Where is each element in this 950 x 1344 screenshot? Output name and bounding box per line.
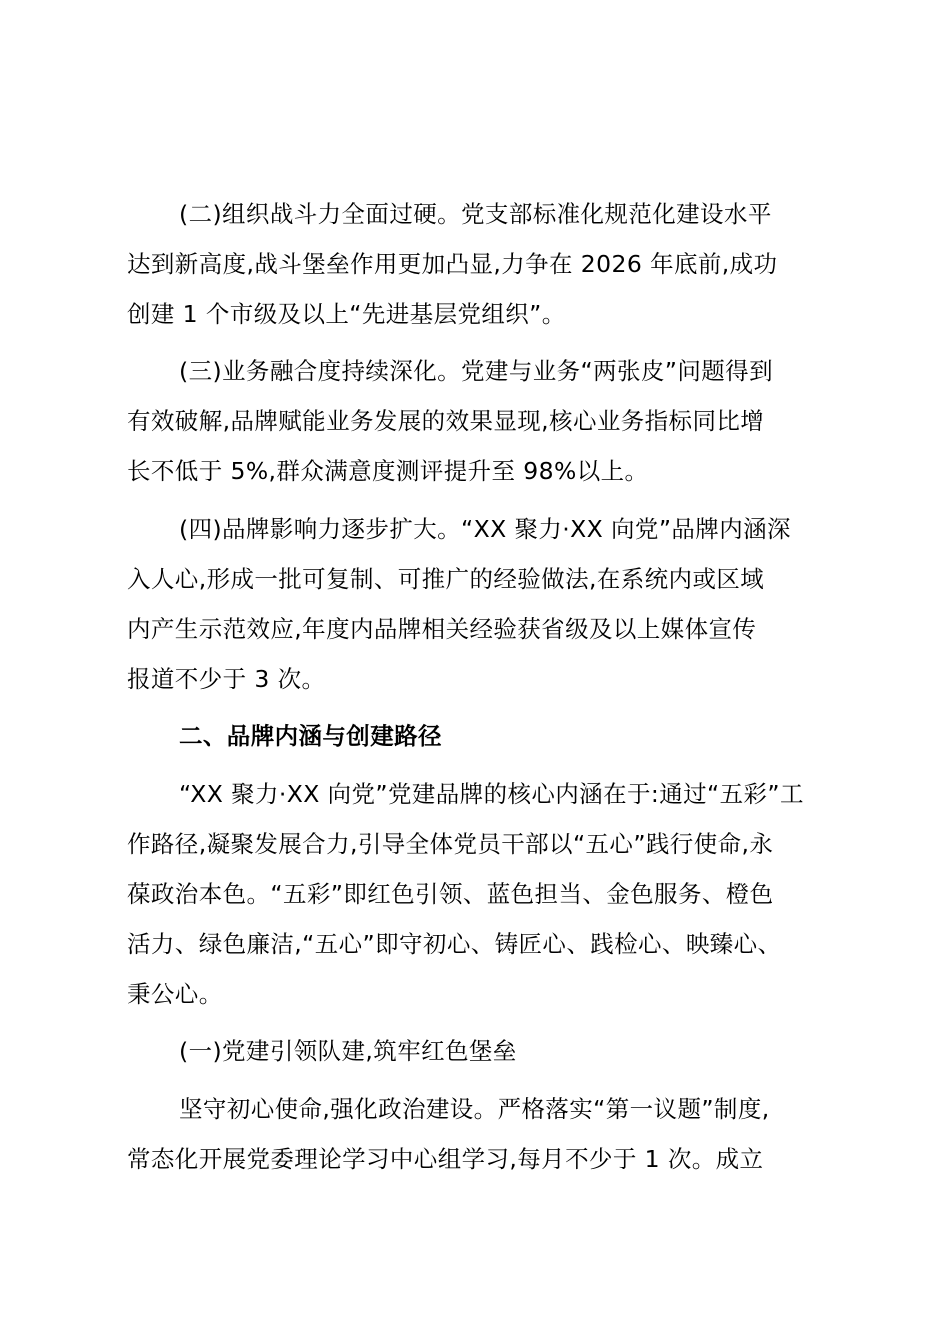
paragraph-brand-line-2: 入人心,形成一批可复制、可推广的经验做法,在系统内或区域	[127, 565, 765, 593]
paragraph-brand-line-3: 内产生示范效应,年度内品牌相关经验获省级及以上媒体宣传	[127, 615, 757, 643]
subheading-party-building: (一)党建引领队建,筑牢红色堡垒	[179, 1037, 517, 1065]
paragraph-organization-line-3: 创建 1 个市级及以上“先进基层党组织”。	[127, 300, 566, 328]
paragraph-connotation-line-4: 活力、绿色廉洁,“五心”即守初心、铸匠心、践检心、映臻心、	[127, 930, 782, 958]
paragraph-mission-line-1: 坚守初心使命,强化政治建设。严格落实“第一议题”制度,	[179, 1095, 770, 1123]
section-heading: 二、品牌内涵与创建路径	[179, 722, 442, 750]
paragraph-connotation-line-1: “XX 聚力·XX 向党”党建品牌的核心内涵在于:通过“五彩”工	[179, 780, 804, 808]
paragraph-connotation-line-3: 葆政治本色。“五彩”即红色引领、蓝色担当、金色服务、橙色	[127, 880, 774, 908]
paragraph-business-line-3: 长不低于 5%,群众满意度测评提升至 98%以上。	[127, 457, 649, 485]
paragraph-connotation-line-5: 秉公心。	[127, 980, 223, 1008]
paragraph-mission-line-2: 常态化开展党委理论学习中心组学习,每月不少于 1 次。成立	[127, 1145, 764, 1173]
paragraph-business-line-1: (三)业务融合度持续深化。党建与业务“两张皮”问题得到	[179, 357, 773, 385]
paragraph-organization-line-2: 达到新高度,战斗堡垒作用更加凸显,力争在 2026 年底前,成功	[127, 250, 778, 278]
paragraph-brand-line-4: 报道不少于 3 次。	[127, 665, 326, 693]
paragraph-business-line-2: 有效破解,品牌赋能业务发展的效果显现,核心业务指标同比增	[127, 407, 765, 435]
paragraph-organization-line-1: (二)组织战斗力全面过硬。党支部标准化规范化建设水平	[179, 200, 772, 228]
paragraph-brand-line-1: (四)品牌影响力逐步扩大。“XX 聚力·XX 向党”品牌内涵深	[179, 515, 791, 543]
paragraph-connotation-line-2: 作路径,凝聚发展合力,引导全体党员干部以“五心”践行使命,永	[127, 830, 774, 858]
